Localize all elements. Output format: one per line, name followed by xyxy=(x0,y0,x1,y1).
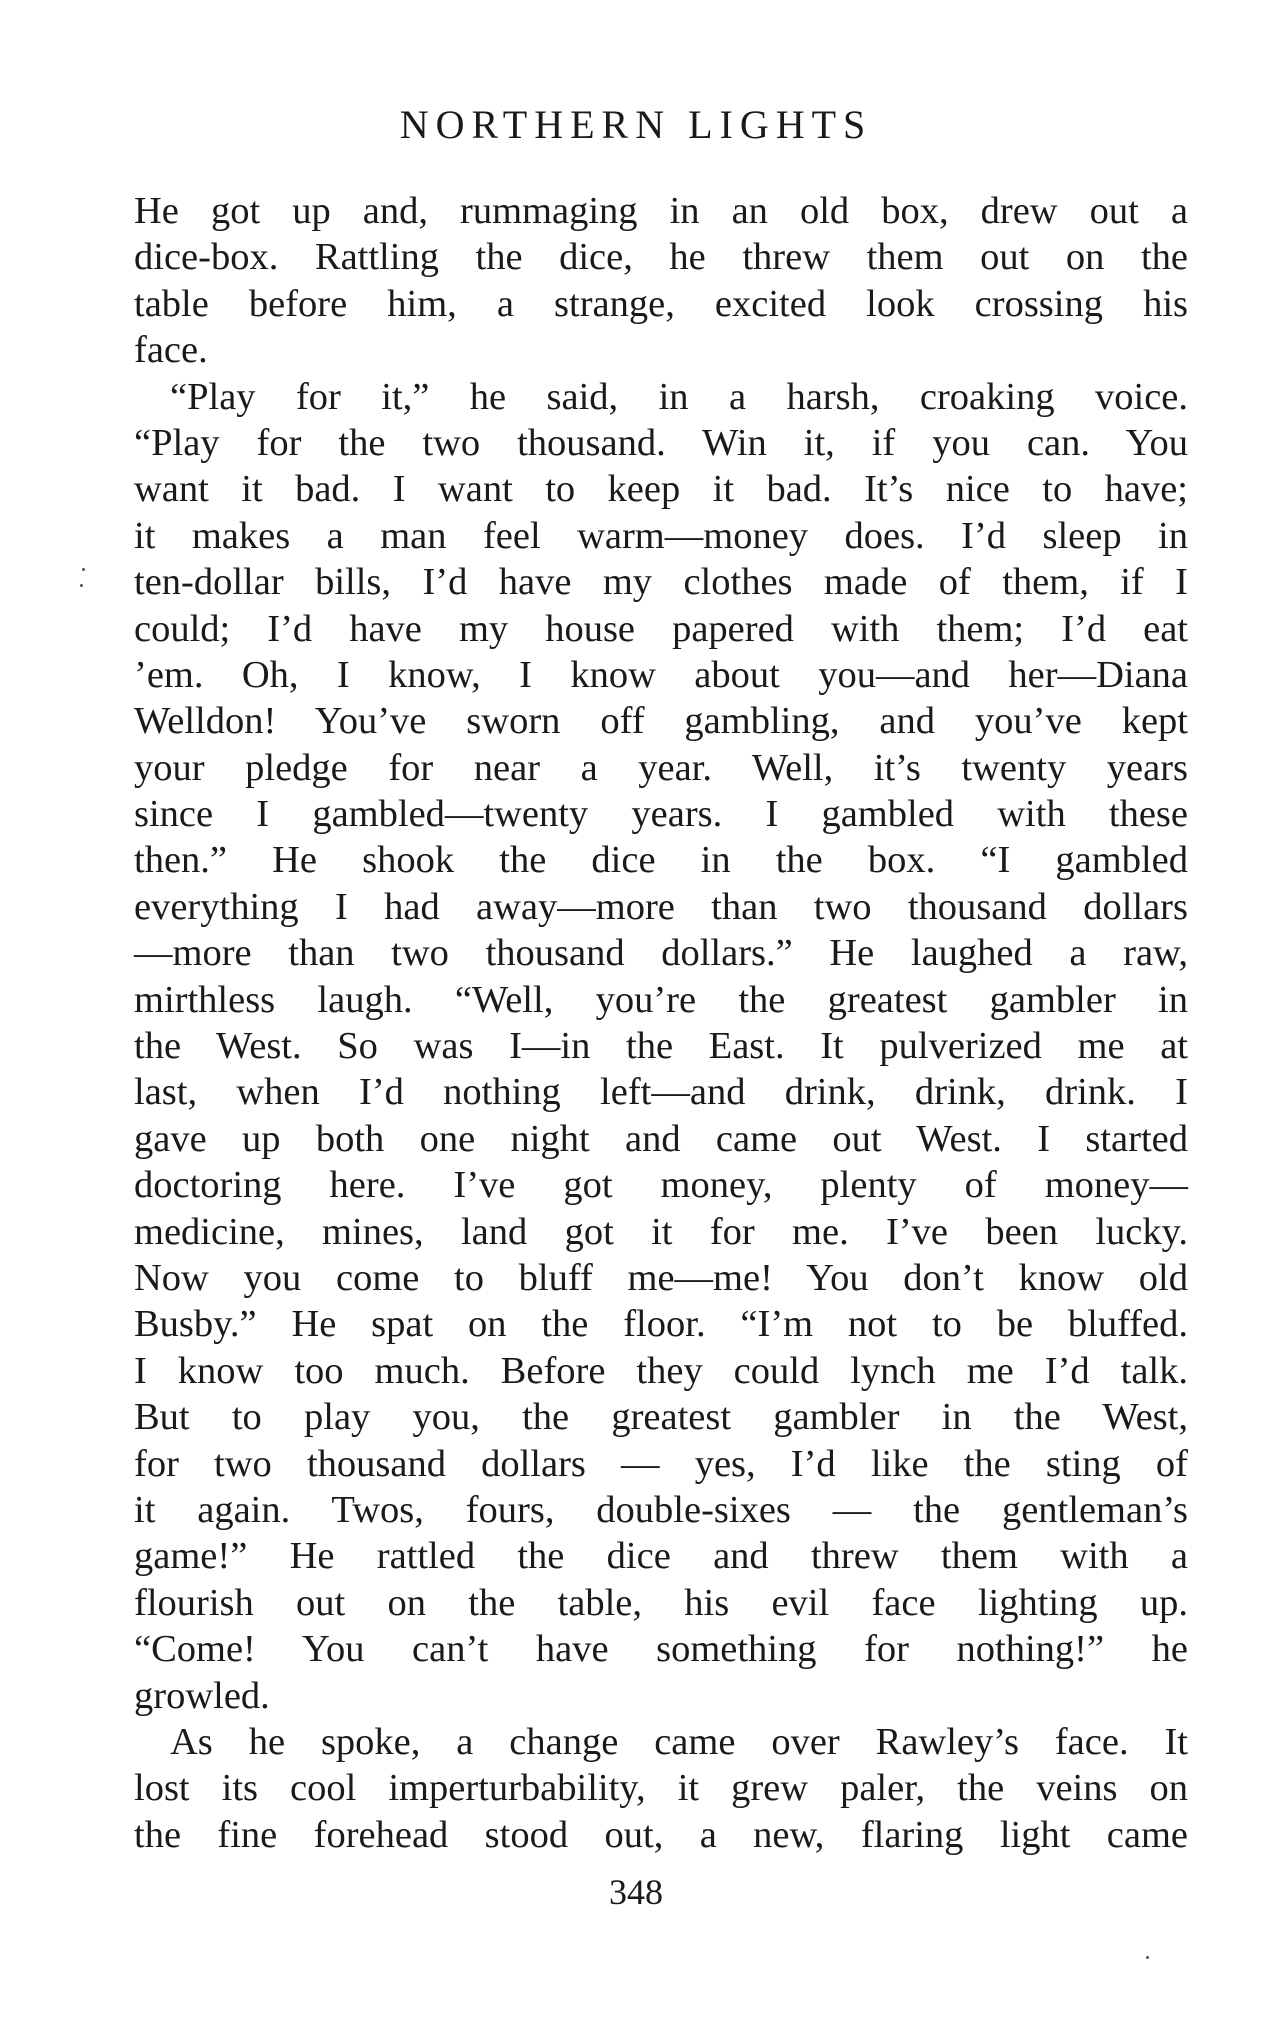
text-line: lost its cool imperturbability, it grew paler, the veins on xyxy=(134,1767,1188,1810)
text-line: “Play for the two thousand. Win it, if you can. You xyxy=(134,421,1188,464)
text-line: it makes a man feel warm—money does. I’d sleep in xyxy=(134,514,1188,557)
text-line: medicine, mines, land got it for me. I’ve been lucky. xyxy=(134,1210,1188,1253)
text-line: As he spoke, a change came over Rawley’s face. It xyxy=(170,1720,1188,1763)
text-line: gave up both one night and came out West. I started xyxy=(134,1117,1188,1160)
text-line: I know too much. Before they could lynch me I’d talk. xyxy=(134,1349,1188,1392)
text-line: game!” He rattled the dice and threw them with a xyxy=(134,1535,1188,1578)
text-line: ’em. Oh, I know, I know about you—and her—Diana xyxy=(134,653,1188,696)
text-line: your pledge for near a year. Well, it’s twenty years xyxy=(134,746,1188,789)
text-line: growled. xyxy=(134,1674,270,1717)
running-head: NORTHERN LIGHTS xyxy=(399,102,873,147)
paper-speck xyxy=(82,568,85,571)
text-line: mirthless laugh. “Well, you’re the greatest gambler in xyxy=(134,978,1188,1021)
text-line: face. xyxy=(134,329,208,372)
text-line: then.” He shook the dice in the box. “I gambled xyxy=(134,839,1188,882)
text-line: for two thousand dollars — yes, I’d like the sting of xyxy=(134,1442,1188,1485)
paper-speck xyxy=(1146,1956,1149,1959)
text-line: Now you come to bluff me—me! You don’t know old xyxy=(134,1256,1188,1299)
text-line: last, when I’d nothing left—and drink, drink, drink. I xyxy=(134,1071,1188,1114)
text-line: “Come! You can’t have something for nothing!” he xyxy=(134,1628,1188,1671)
text-line: He got up and, rummaging in an old box, drew out a xyxy=(134,190,1188,232)
paper-speck xyxy=(80,584,83,587)
page-number: 348 xyxy=(609,1872,663,1912)
text-line: want it bad. I want to keep it bad. It’s nice to have; xyxy=(134,468,1188,511)
text-line: But to play you, the greatest gambler in the West, xyxy=(134,1396,1188,1439)
text-line: “Play for it,” he said, in a harsh, croaking voice. xyxy=(170,375,1188,418)
text-line: Busby.” He spat on the floor. “I’m not to be bluffed. xyxy=(134,1303,1188,1346)
text-line: the West. So was I—in the East. It pulverized me at xyxy=(134,1025,1188,1068)
text-line: doctoring here. I’ve got money, plenty of money— xyxy=(134,1164,1188,1207)
text-line: everything I had away—more than two thousand dollars xyxy=(134,885,1188,928)
text-line: could; I’d have my house papered with them; I’d eat xyxy=(134,607,1188,650)
text-line: Welldon! You’ve sworn off gambling, and you’ve kept xyxy=(134,700,1188,743)
body-text xyxy=(134,188,1188,1858)
text-line: table before him, a strange, excited look crossing his xyxy=(134,282,1188,325)
text-line: ten-dollar bills, I’d have my clothes made of them, if I xyxy=(134,561,1188,604)
text-line: the fine forehead stood out, a new, flaring light came xyxy=(134,1813,1188,1856)
text-line: since I gambled—twenty years. I gambled with these xyxy=(134,793,1188,836)
text-line: —more than two thousand dollars.” He laughed a raw, xyxy=(134,932,1188,975)
text-line: dice-box. Rattling the dice, he threw them out on the xyxy=(134,236,1188,279)
text-line: flourish out on the table, his evil face lighting up. xyxy=(134,1581,1188,1624)
text-line: it again. Twos, fours, double-sixes — the gentleman’s xyxy=(134,1488,1188,1531)
